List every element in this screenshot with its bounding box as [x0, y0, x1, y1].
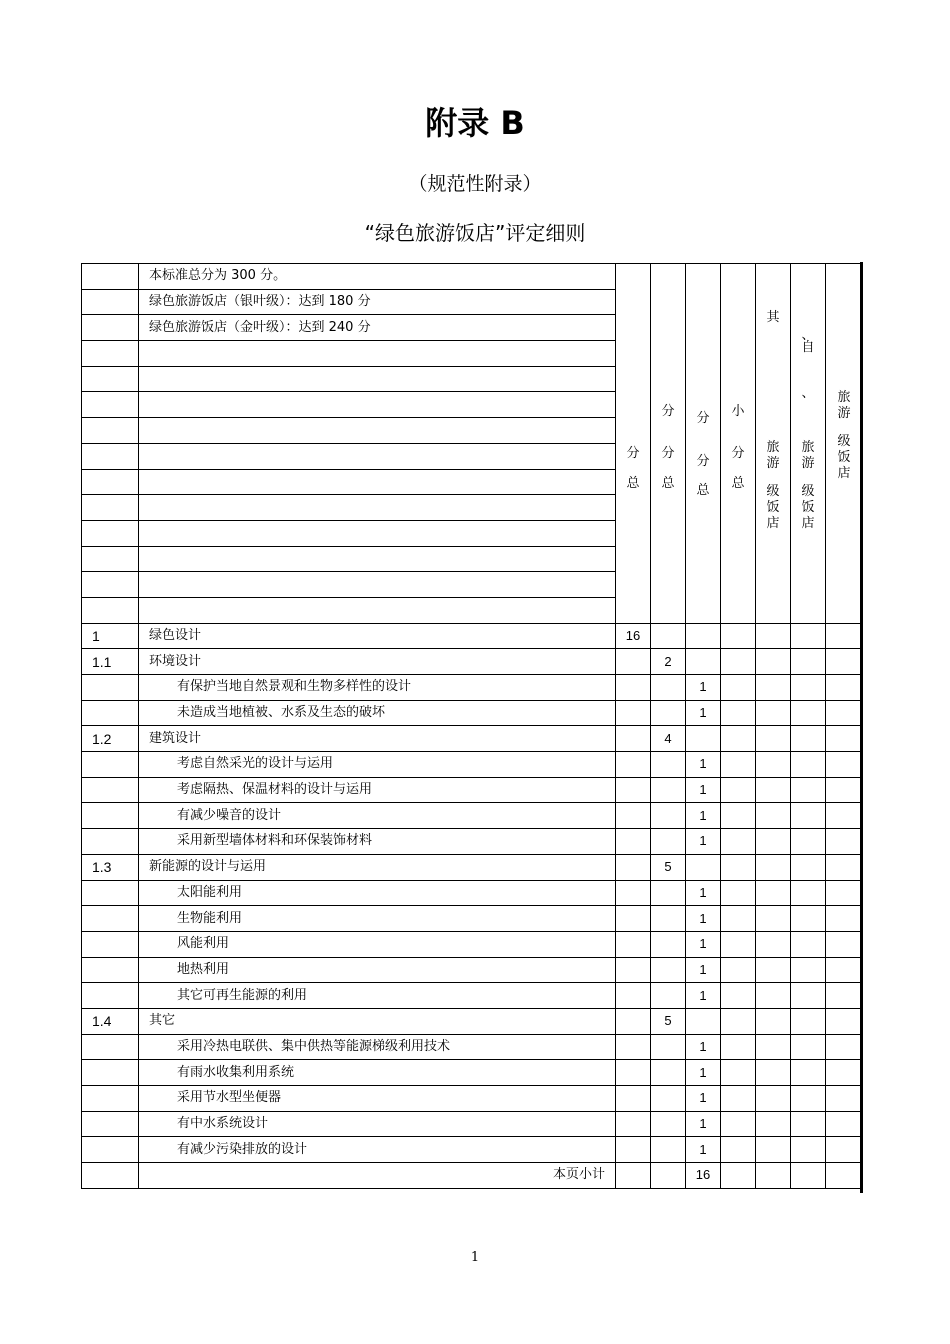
header-col-grade-b-c7: 店	[801, 516, 815, 531]
row-score-grade-b	[791, 726, 826, 752]
row-score-total	[616, 1060, 651, 1086]
row-score-section	[651, 777, 686, 803]
page-title: 附录 B	[425, 104, 525, 142]
row-score-grade-c	[826, 1111, 863, 1137]
table-row	[82, 880, 863, 906]
table-row	[82, 777, 863, 803]
row-score-item: 1	[686, 803, 721, 829]
row-item-text: 采用新型墙体材料和环保装饰材料	[139, 829, 616, 855]
blank-cell	[139, 495, 616, 521]
row-item-text: 生物能利用	[139, 906, 616, 932]
table-row	[82, 1137, 863, 1163]
row-score-subtotal	[721, 1137, 756, 1163]
row-score-grade-b	[791, 829, 826, 855]
intro-num-cell	[82, 315, 139, 341]
row-number: 1.3	[82, 854, 139, 880]
row-score-grade-b	[791, 675, 826, 701]
row-score-section	[651, 880, 686, 906]
row-score-subtotal	[721, 649, 756, 675]
row-score-grade-a	[756, 1086, 791, 1112]
blank-cell	[139, 341, 616, 367]
row-item-text: 绿色设计	[139, 623, 616, 649]
intro-num-cell	[82, 264, 139, 290]
row-score-section	[651, 1137, 686, 1163]
row-score-grade-b	[791, 906, 826, 932]
row-score-total	[616, 1086, 651, 1112]
row-score-grade-b	[791, 1086, 826, 1112]
blank-cell	[139, 597, 616, 623]
blank-cell	[139, 546, 616, 572]
row-score-section	[651, 700, 686, 726]
row-score-section	[651, 1060, 686, 1086]
row-score-item: 1	[686, 983, 721, 1009]
row-score-item: 1	[686, 1137, 721, 1163]
header-col-grade-c-c3: 饭	[837, 450, 851, 465]
row-score-grade-c	[826, 829, 863, 855]
row-score-subtotal	[721, 803, 756, 829]
row-score-item	[686, 726, 721, 752]
row-score-subtotal	[721, 1086, 756, 1112]
row-score-grade-a	[756, 931, 791, 957]
blank-cell	[139, 418, 616, 444]
row-score-subtotal	[721, 726, 756, 752]
row-score-grade-b	[791, 957, 826, 983]
row-score-item: 1	[686, 1034, 721, 1060]
row-number	[82, 752, 139, 778]
intro-line-total: 本标准总分为 300 分。	[139, 264, 616, 290]
table-row	[82, 1086, 863, 1112]
row-score-grade-c	[826, 623, 863, 649]
row-score-section	[651, 1034, 686, 1060]
row-score-section	[651, 931, 686, 957]
table-right-border	[860, 262, 863, 1193]
row-score-subtotal	[721, 1034, 756, 1060]
table-row	[82, 1008, 863, 1034]
row-score-total	[616, 829, 651, 855]
row-score-section	[651, 803, 686, 829]
row-score-grade-c	[826, 1008, 863, 1034]
row-score-item: 1	[686, 957, 721, 983]
row-score-grade-c	[826, 777, 863, 803]
table-row	[82, 854, 863, 880]
row-score-section: 5	[651, 1008, 686, 1034]
row-item-text: 有减少噪音的设计	[139, 803, 616, 829]
blank-cell	[82, 341, 139, 367]
row-score-grade-a	[756, 649, 791, 675]
row-item-text: 有中水系统设计	[139, 1111, 616, 1137]
row-number	[82, 700, 139, 726]
row-score-grade-b	[791, 777, 826, 803]
row-score-total	[616, 854, 651, 880]
row-score-subtotal	[721, 700, 756, 726]
table-row	[82, 1034, 863, 1060]
table-row	[82, 957, 863, 983]
header-col-grade-b-c4: 游	[801, 456, 815, 471]
header-col-grade-a-c4: 饭	[766, 500, 780, 515]
row-score-subtotal	[721, 623, 756, 649]
row-item-text: 考虑自然采光的设计与运用	[139, 752, 616, 778]
row-item-text: 采用冷热电联供、集中供热等能源梯级利用技术	[139, 1034, 616, 1060]
row-score-total	[616, 803, 651, 829]
header-col-grade-b-c0: 、	[801, 328, 815, 343]
row-score-grade-a	[756, 983, 791, 1009]
blank-cell	[82, 597, 139, 623]
row-score-grade-b	[791, 623, 826, 649]
header-col-item-c1: 分	[696, 454, 710, 469]
row-score-section: 2	[651, 649, 686, 675]
row-score-grade-a	[756, 675, 791, 701]
intro-num-cell	[82, 289, 139, 315]
row-item-text: 未造成当地植被、水系及生态的破坏	[139, 700, 616, 726]
header-col-grade-c	[826, 264, 863, 624]
row-number	[82, 931, 139, 957]
intro-row	[82, 264, 863, 290]
row-number: 1	[82, 623, 139, 649]
header-col-subtotal-c0: 小	[731, 404, 745, 419]
row-score-total	[616, 726, 651, 752]
row-item-text: 地热利用	[139, 957, 616, 983]
header-col-grade-a-c3: 级	[766, 484, 780, 499]
subtotal-row	[82, 1163, 863, 1189]
header-col-item-c0: 分	[696, 411, 710, 426]
subtotal-score-subtotal	[721, 1163, 756, 1189]
row-item-text: 建筑设计	[139, 726, 616, 752]
row-score-grade-c	[826, 1034, 863, 1060]
row-item-text: 新能源的设计与运用	[139, 854, 616, 880]
row-number	[82, 829, 139, 855]
header-col-subtotal-c1: 分	[731, 446, 745, 461]
row-score-subtotal	[721, 854, 756, 880]
row-item-text: 环境设计	[139, 649, 616, 675]
row-score-grade-b	[791, 1111, 826, 1137]
row-score-grade-c	[826, 880, 863, 906]
blank-cell	[82, 443, 139, 469]
row-score-total	[616, 1008, 651, 1034]
row-score-item: 1	[686, 829, 721, 855]
row-score-grade-a	[756, 957, 791, 983]
row-score-subtotal	[721, 983, 756, 1009]
row-score-total	[616, 1111, 651, 1137]
row-score-item: 1	[686, 777, 721, 803]
row-score-total: 16	[616, 623, 651, 649]
blank-cell	[82, 572, 139, 598]
row-score-item	[686, 649, 721, 675]
row-score-item: 1	[686, 880, 721, 906]
row-score-grade-b	[791, 752, 826, 778]
row-score-grade-a	[756, 829, 791, 855]
row-score-subtotal	[721, 957, 756, 983]
row-score-total	[616, 1034, 651, 1060]
row-score-grade-c	[826, 931, 863, 957]
row-score-grade-b	[791, 983, 826, 1009]
row-score-section	[651, 829, 686, 855]
header-col-grade-a	[756, 264, 791, 624]
row-number	[82, 880, 139, 906]
blank-cell	[139, 520, 616, 546]
table-row	[82, 803, 863, 829]
table-row	[82, 700, 863, 726]
row-score-section	[651, 906, 686, 932]
row-score-grade-a	[756, 623, 791, 649]
blank-cell	[82, 520, 139, 546]
header-col-grade-b-c1: 自	[801, 340, 815, 355]
table-row	[82, 829, 863, 855]
row-score-subtotal	[721, 906, 756, 932]
header-col-grade-a-c1: 旅	[766, 440, 780, 455]
table-row	[82, 906, 863, 932]
header-col-grade-b-c5: 级	[801, 484, 815, 499]
row-number: 1.2	[82, 726, 139, 752]
row-score-grade-a	[756, 1137, 791, 1163]
intro-line-silver: 绿色旅游饭店（银叶级）：达到 180 分	[139, 289, 616, 315]
table-row	[82, 1111, 863, 1137]
table-row	[82, 752, 863, 778]
row-score-grade-c	[826, 726, 863, 752]
row-score-section	[651, 1086, 686, 1112]
row-score-subtotal	[721, 880, 756, 906]
row-score-grade-c	[826, 1086, 863, 1112]
row-score-subtotal	[721, 1060, 756, 1086]
row-item-text: 有雨水收集利用系统	[139, 1060, 616, 1086]
row-score-item: 1	[686, 1086, 721, 1112]
blank-cell	[82, 546, 139, 572]
row-score-grade-c	[826, 906, 863, 932]
row-number	[82, 1137, 139, 1163]
row-number	[82, 983, 139, 1009]
subtotal-score-total	[616, 1163, 651, 1189]
row-score-grade-b	[791, 700, 826, 726]
row-score-grade-b	[791, 931, 826, 957]
row-score-total	[616, 983, 651, 1009]
row-score-grade-a	[756, 1034, 791, 1060]
row-score-total	[616, 675, 651, 701]
table-row	[82, 726, 863, 752]
blank-cell	[82, 418, 139, 444]
row-item-text: 太阳能利用	[139, 880, 616, 906]
row-number: 1.1	[82, 649, 139, 675]
header-col-section-c2: 总	[661, 476, 675, 491]
header-col-subtotal-c2: 总	[731, 476, 745, 491]
row-score-total	[616, 777, 651, 803]
row-number	[82, 906, 139, 932]
row-item-text: 其它可再生能源的利用	[139, 983, 616, 1009]
row-score-grade-a	[756, 1060, 791, 1086]
row-score-grade-a	[756, 700, 791, 726]
row-score-grade-b	[791, 854, 826, 880]
table-row	[82, 623, 863, 649]
row-score-section	[651, 752, 686, 778]
blank-cell	[139, 572, 616, 598]
header-col-total-c0: 分	[626, 446, 640, 461]
header-col-grade-c-c1: 游	[837, 406, 851, 421]
table-row	[82, 931, 863, 957]
row-score-item: 1	[686, 1060, 721, 1086]
row-score-subtotal	[721, 752, 756, 778]
page-number: 1	[470, 1250, 480, 1265]
row-score-grade-b	[791, 1008, 826, 1034]
subtotal-score-grade-c	[826, 1163, 863, 1189]
evaluation-table	[81, 263, 863, 1189]
row-score-grade-c	[826, 1060, 863, 1086]
table-row	[82, 1060, 863, 1086]
header-col-grade-a-c2: 游	[766, 456, 780, 471]
row-score-item	[686, 623, 721, 649]
row-score-grade-c	[826, 803, 863, 829]
row-score-section	[651, 623, 686, 649]
row-item-text: 有减少污染排放的设计	[139, 1137, 616, 1163]
header-col-section-c0: 分	[661, 404, 675, 419]
subtotal-num-cell	[82, 1163, 139, 1189]
row-score-subtotal	[721, 1008, 756, 1034]
table-row	[82, 675, 863, 701]
header-col-section	[651, 264, 686, 624]
row-score-item	[686, 1008, 721, 1034]
row-score-grade-a	[756, 906, 791, 932]
row-score-section	[651, 1111, 686, 1137]
row-score-grade-a	[756, 1111, 791, 1137]
row-score-item: 1	[686, 1111, 721, 1137]
header-col-grade-b-c2: 、	[801, 386, 815, 401]
header-col-grade-b-c6: 饭	[801, 500, 815, 515]
row-score-grade-b	[791, 1137, 826, 1163]
row-score-item: 1	[686, 931, 721, 957]
blank-cell	[139, 366, 616, 392]
row-score-grade-c	[826, 700, 863, 726]
row-score-grade-a	[756, 752, 791, 778]
row-score-subtotal	[721, 1111, 756, 1137]
row-score-grade-c	[826, 983, 863, 1009]
row-score-section: 4	[651, 726, 686, 752]
row-number	[82, 1034, 139, 1060]
row-item-text: 风能利用	[139, 931, 616, 957]
blank-cell	[82, 495, 139, 521]
header-col-grade-b-c3: 旅	[801, 440, 815, 455]
subtotal-score-section	[651, 1163, 686, 1189]
row-score-grade-a	[756, 726, 791, 752]
row-score-section	[651, 983, 686, 1009]
row-score-section	[651, 675, 686, 701]
row-item-text: 其它	[139, 1008, 616, 1034]
row-number	[82, 1111, 139, 1137]
subtotal-value: 16	[686, 1163, 721, 1189]
row-score-grade-b	[791, 1034, 826, 1060]
row-score-grade-b	[791, 649, 826, 675]
row-number	[82, 803, 139, 829]
table-row	[82, 649, 863, 675]
row-score-item: 1	[686, 906, 721, 932]
row-score-subtotal	[721, 829, 756, 855]
row-score-item: 1	[686, 675, 721, 701]
row-item-text: 采用节水型坐便器	[139, 1086, 616, 1112]
row-score-section	[651, 957, 686, 983]
row-number	[82, 777, 139, 803]
blank-cell	[139, 443, 616, 469]
row-score-total	[616, 1137, 651, 1163]
row-score-grade-a	[756, 803, 791, 829]
subtotal-score-grade-a	[756, 1163, 791, 1189]
row-number	[82, 675, 139, 701]
row-score-grade-a	[756, 854, 791, 880]
row-score-grade-b	[791, 803, 826, 829]
row-number	[82, 957, 139, 983]
blank-cell	[139, 469, 616, 495]
row-number	[82, 1086, 139, 1112]
row-score-grade-c	[826, 1137, 863, 1163]
row-score-total	[616, 880, 651, 906]
row-score-total	[616, 931, 651, 957]
row-score-grade-c	[826, 752, 863, 778]
row-item-text: 考虑隔热、保温材料的设计与运用	[139, 777, 616, 803]
subtotal-score-grade-b	[791, 1163, 826, 1189]
table-body	[82, 264, 863, 1189]
row-score-grade-a	[756, 777, 791, 803]
header-col-total	[616, 264, 651, 624]
header-col-item	[686, 264, 721, 624]
row-score-grade-a	[756, 1008, 791, 1034]
row-score-subtotal	[721, 675, 756, 701]
table-heading: “绿色旅游饭店”评定细则	[364, 221, 586, 245]
intro-line-gold: 绿色旅游饭店（金叶级）：达到 240 分	[139, 315, 616, 341]
row-score-grade-b	[791, 880, 826, 906]
table-row	[82, 983, 863, 1009]
header-col-grade-c-c2: 级	[837, 434, 851, 449]
row-score-total	[616, 906, 651, 932]
row-score-grade-c	[826, 854, 863, 880]
blank-cell	[82, 366, 139, 392]
row-score-grade-c	[826, 649, 863, 675]
row-score-item: 1	[686, 700, 721, 726]
header-col-section-c1: 分	[661, 446, 675, 461]
row-score-total	[616, 700, 651, 726]
page-subtitle: （规范性附录）	[408, 173, 542, 195]
header-col-subtotal	[721, 264, 756, 624]
row-score-subtotal	[721, 931, 756, 957]
row-score-grade-a	[756, 880, 791, 906]
row-score-item: 1	[686, 752, 721, 778]
row-score-item	[686, 854, 721, 880]
header-col-grade-a-c5: 店	[766, 516, 780, 531]
row-item-text: 有保护当地自然景观和生物多样性的设计	[139, 675, 616, 701]
header-col-total-c1: 总	[626, 476, 640, 491]
row-score-grade-c	[826, 957, 863, 983]
header-col-item-c2: 总	[696, 483, 710, 498]
blank-cell	[139, 392, 616, 418]
header-col-grade-b	[791, 264, 826, 624]
header-col-grade-c-c4: 店	[837, 466, 851, 481]
blank-cell	[82, 469, 139, 495]
row-score-total	[616, 752, 651, 778]
row-score-grade-b	[791, 1060, 826, 1086]
blank-cell	[82, 392, 139, 418]
row-score-total	[616, 957, 651, 983]
header-col-grade-c-c0: 旅	[837, 390, 851, 405]
row-score-subtotal	[721, 777, 756, 803]
row-score-total	[616, 649, 651, 675]
row-number	[82, 1060, 139, 1086]
row-score-grade-c	[826, 675, 863, 701]
row-number: 1.4	[82, 1008, 139, 1034]
header-col-grade-a-c0: 其	[766, 310, 780, 325]
subtotal-label: 本页小计	[139, 1163, 616, 1189]
row-score-section: 5	[651, 854, 686, 880]
